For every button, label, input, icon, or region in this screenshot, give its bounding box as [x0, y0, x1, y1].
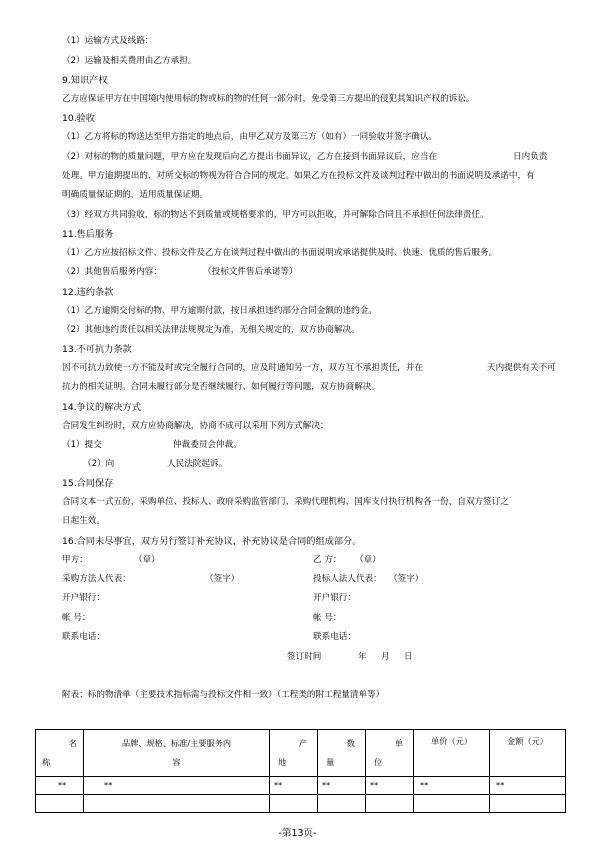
table-header-row: [36, 730, 566, 777]
cell-empty: [318, 795, 366, 813]
clause-10-item-3: （3）经双方共同验收，标的物达不到质量或规格要求的，甲方可以拒收，并可解除合同且不承担任何法律责任。: [62, 210, 489, 220]
clause-8-item-2: （2）运输及相关费用由乙方承担。: [62, 56, 197, 66]
page-number: -第13页-: [278, 828, 317, 839]
header-name-2: 称: [42, 757, 51, 767]
header-name-1: 名: [68, 738, 77, 748]
clause-16-text: 16.合同未尽事宜，双方另行签订补充协议，补充协议是合同的组成部分。: [62, 536, 362, 547]
header-price: [414, 730, 490, 777]
header-brand-2: 容: [172, 757, 181, 767]
cell-brand: **: [84, 777, 270, 795]
clause-8-item-1: （1）运输方式及线路：: [62, 36, 154, 46]
header-qty-2: 量: [326, 757, 335, 767]
account-a-label: 帐 号：: [62, 613, 91, 623]
header-origin: [270, 730, 318, 777]
bank-b-label: 开户银行：: [313, 593, 356, 603]
header-qty: [318, 730, 366, 777]
party-b-label: 乙 方：: [313, 555, 342, 565]
clause-10-item-2-cont: 处理。甲方逾期提出的，对所交标的物视为符合合同的规定。如果乙方在投标文件及谈判过程中做出的书面说明及承诺中，有: [62, 171, 535, 181]
clause-15-heading: 15.合同保存: [62, 478, 114, 489]
header-brand-1: 品牌、规格、标准/主要服务内: [121, 738, 232, 748]
buyer-sign: （签字）: [205, 574, 240, 584]
table-row: [36, 777, 566, 795]
clause-13-days: 天内提供有关不可: [487, 363, 556, 373]
sign-month: 月: [381, 652, 390, 662]
header-price-text: 单价（元）: [431, 736, 472, 746]
clause-10-item-1: （1）乙方将标的物送达至甲方指定的地点后，由甲乙双方及第三方（如有）一同验收并签字确认。: [62, 132, 438, 142]
bidder-rep-label: 投标人法人代表：: [313, 574, 382, 584]
header-qty-1: 数: [346, 738, 355, 748]
sign-time-label: 签订时间: [287, 652, 322, 662]
clause-9-heading: 9.知识产权: [62, 75, 108, 86]
clause-9-text: 乙方应保证甲方在中国境内使用标的物或标的物的任何一部分时，免受第三方提出的侵犯其知识产权的诉讼。: [62, 94, 475, 104]
sign-year: 年: [358, 652, 367, 662]
cell-price: **: [414, 777, 490, 795]
clause-12-heading: 12.违约条款: [62, 287, 114, 298]
cell-amount: **: [490, 777, 566, 795]
header-amount-text: 金额（元）: [507, 736, 548, 746]
buyer-rep-label: 采购方法人代表：: [62, 574, 131, 584]
phone-a-label: 联系电话：: [62, 632, 105, 642]
header-amount: [490, 730, 566, 777]
clause-13-cont: 抗力的相关证明。合同未履行部分是否继续履行、如何履行等问题，双方协商解决。: [62, 382, 380, 392]
account-b-label: 帐 号：: [313, 613, 342, 623]
clause-12-item-2: （2）其他违约责任以相关法律法规规定为准，无相关规定的，双方协商解决。: [62, 325, 360, 335]
appendix-note: 附表：标的物清单（主要技术指标需与投标文件相一致）（工程类的附工程量清单等）: [62, 690, 385, 700]
clause-11-item-2-note: （投标文件售后承诺等）: [203, 267, 298, 277]
clause-11-heading: 11.售后服务: [62, 229, 114, 240]
clause-15-text: 合同文本一式五份，采购单位、投标人、政府采购监管部门、采购代理机构、国库支付执行机构各一份，自双方签订之: [62, 497, 509, 507]
clause-11-item-1: （1）乙方应按招标文件、投标文件及乙方在谈判过程中做出的书面说明或承诺提供及时、快速、优质的售后服务。: [62, 248, 498, 258]
cell-qty: **: [318, 777, 366, 795]
cell-name: **: [36, 777, 84, 795]
table-row-empty: [36, 795, 566, 813]
clause-14-text: 合同发生纠纷时，双方应协商解决，协商不成可以采用下列方式解决：: [62, 421, 329, 431]
cell-empty: [84, 795, 270, 813]
cell-unit: **: [366, 777, 414, 795]
clause-11-item-2: （2）其他售后服务内容：: [62, 267, 162, 277]
header-unit-1: 单: [394, 738, 403, 748]
clause-15-cont: 日起生效。: [62, 516, 105, 526]
party-a-label: 甲方：: [62, 555, 88, 565]
clause-14-heading: 14.争议的解决方式: [62, 402, 141, 413]
clause-14-item-1-cont: 仲裁委员会仲裁。: [173, 440, 242, 450]
header-unit: [366, 730, 414, 777]
cell-empty: [366, 795, 414, 813]
header-unit-2: 位: [374, 757, 383, 767]
header-brand: [84, 730, 270, 777]
cell-empty: [414, 795, 490, 813]
bank-a-label: 开户银行：: [62, 593, 105, 603]
bidder-sign: （签字）: [389, 574, 424, 584]
clause-14-item-2: （2）向: [83, 459, 115, 469]
goods-list-table: [35, 729, 566, 813]
cell-empty: [270, 795, 318, 813]
party-a-seal: （章）: [134, 555, 160, 565]
header-origin-1: 产: [298, 738, 307, 748]
clause-13-heading: 13.不可抗力条款: [62, 344, 132, 355]
header-origin-2: 地: [278, 757, 287, 767]
clause-14-item-2-cont: 人民法院起诉。: [167, 459, 228, 469]
clause-13-text: 因不可抗力致使一方不能及时或完全履行合同的，应及时通知另一方，双方互不承担责任，并在: [62, 363, 423, 373]
header-name: [36, 730, 84, 777]
clause-10-item-2: （2）对标的物的质量问题，甲方应在发现后向乙方提出书面异议，乙方在接到书面异议后，应当在: [62, 152, 438, 162]
clause-12-item-1: （1）乙方逾期交付标的物、甲方逾期付款，按日承担违约部分合同金额的违约金。: [62, 306, 377, 316]
cell-origin: **: [270, 777, 318, 795]
clause-14-item-1: （1）提交: [62, 440, 102, 450]
cell-empty: [36, 795, 84, 813]
party-b-seal: （章）: [355, 555, 381, 565]
clause-10-item-2-cont2: 明确质量保证期的，适用质量保证期。: [62, 190, 209, 200]
cell-empty: [490, 795, 566, 813]
clause-10-heading: 10.验收: [62, 113, 95, 124]
sign-day: 日: [404, 652, 413, 662]
phone-b-label: 联系电话：: [313, 632, 356, 642]
clause-10-item-2-days: 日内负责: [513, 152, 548, 162]
